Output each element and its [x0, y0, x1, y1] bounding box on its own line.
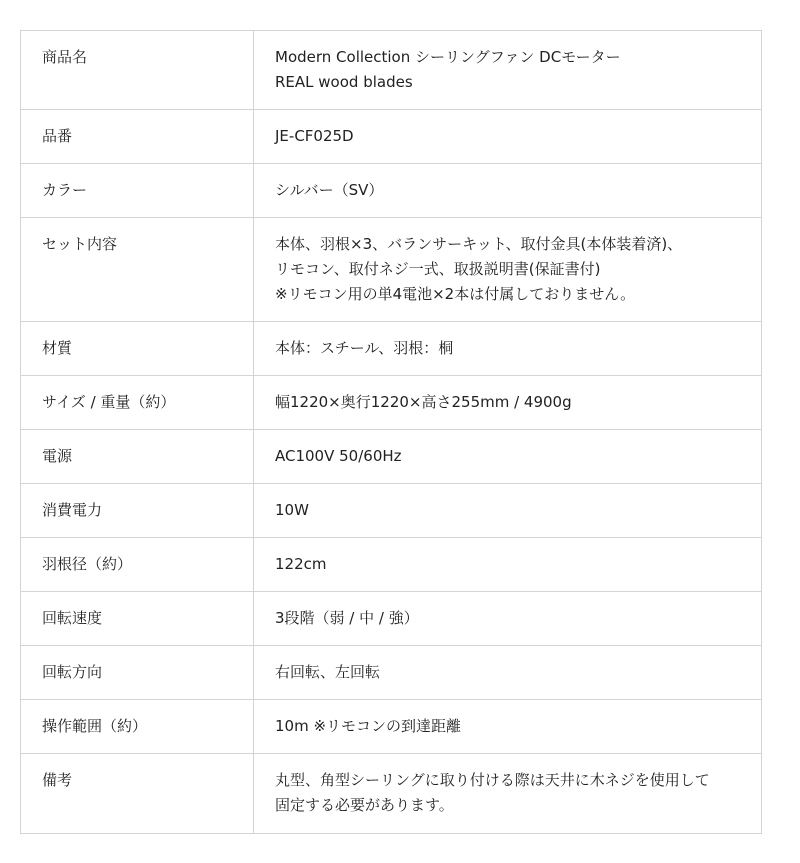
spec-label: サイズ / 重量（約）: [21, 376, 254, 430]
spec-value: [254, 164, 762, 218]
spec-row-operation-range: [21, 700, 762, 754]
spec-value: [254, 110, 762, 164]
spec-row-model-number: [21, 110, 762, 164]
spec-value: [254, 700, 762, 754]
spec-value-line: シルバー（SV）: [275, 181, 384, 199]
spec-value-line: 3段階（弱 / 中 / 強）: [275, 609, 419, 627]
spec-value-line: AC100V 50/60Hz: [275, 447, 402, 465]
spec-value: [254, 31, 762, 110]
spec-label: 羽根径（約）: [21, 538, 254, 592]
spec-label: セット内容: [21, 218, 254, 322]
spec-value-line: Modern Collection シーリングファン DCモーター: [275, 48, 621, 66]
spec-value: [254, 646, 762, 700]
spec-value-line: 122cm: [275, 555, 327, 573]
spec-value: [254, 322, 762, 376]
spec-table: [20, 30, 762, 834]
spec-row-material: [21, 322, 762, 376]
spec-value-line: 10W: [275, 501, 309, 519]
spec-label: カラー: [21, 164, 254, 218]
spec-value-line: リモコン、取付ネジ一式、取扱説明書(保証書付): [275, 260, 601, 278]
spec-row-notes: [21, 754, 762, 834]
spec-label: 備考: [21, 754, 254, 834]
spec-row-product-name: [21, 31, 762, 110]
spec-value-line: 固定する必要があります。: [275, 796, 454, 814]
spec-value-line: REAL wood blades: [275, 73, 413, 91]
spec-row-rotation-speed: [21, 592, 762, 646]
spec-value-line: ※リモコン用の単4電池×2本は付属しておりません。: [275, 285, 636, 303]
spec-row-contents: [21, 218, 762, 322]
spec-row-size-weight: [21, 376, 762, 430]
spec-value-line: 本体：スチール、羽根：桐: [275, 339, 454, 357]
spec-label: 消費電力: [21, 484, 254, 538]
spec-row-power-source: [21, 430, 762, 484]
spec-value-line: 10m ※リモコンの到達距離: [275, 717, 462, 735]
spec-row-power-consumption: [21, 484, 762, 538]
spec-value: [254, 484, 762, 538]
spec-value: [254, 376, 762, 430]
spec-label: 操作範囲（約）: [21, 700, 254, 754]
spec-value: [254, 430, 762, 484]
spec-value: [254, 754, 762, 834]
spec-value: [254, 592, 762, 646]
spec-label: 商品名: [21, 31, 254, 110]
spec-label: 材質: [21, 322, 254, 376]
spec-label: 回転速度: [21, 592, 254, 646]
spec-label: 品番: [21, 110, 254, 164]
spec-value: [254, 538, 762, 592]
spec-value-line: 幅1220×奥行1220×高さ255mm / 4900g: [275, 393, 572, 411]
spec-value-line: 右回転、左回転: [275, 663, 381, 681]
spec-value-line: JE-CF025D: [275, 127, 354, 145]
spec-row-blade-diameter: [21, 538, 762, 592]
spec-label: 回転方向: [21, 646, 254, 700]
spec-row-color: [21, 164, 762, 218]
spec-value-line: 本体、羽根×3、バランサーキット、取付金具(本体装着済)、: [275, 235, 683, 253]
spec-row-rotation-direction: [21, 646, 762, 700]
spec-label: 電源: [21, 430, 254, 484]
spec-value-line: 丸型、角型シーリングに取り付ける際は天井に木ネジを使用して: [275, 771, 710, 789]
spec-value: [254, 218, 762, 322]
